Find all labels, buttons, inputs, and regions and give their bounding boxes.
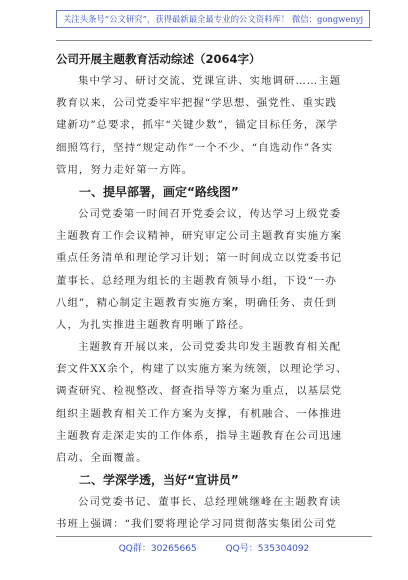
promo-banner: 关注头条号“公文研究”，获得最新最全最专业的公文资料库！ 微信：gongwenyj [56, 10, 370, 28]
section1-paragraph-1 [56, 203, 372, 336]
section-heading-2: 二、学深学透，当好“宣讲员” [79, 473, 239, 488]
paragraph-line: 人，为扎实推进主题教育明晰了路径。 [56, 318, 251, 331]
footer-contact [56, 541, 372, 554]
section2-paragraph-1 [56, 491, 372, 535]
paragraph-line: 集中学习、研讨交流、党课宣讲、实地调研……主题 [78, 75, 342, 87]
intro-paragraph [56, 70, 372, 181]
paragraph-line: 公司党委第一时间召开党委会议，传达学习上级党委 [78, 207, 342, 220]
paragraph-line: 调查研究、检视整改、督查指导等方案为重点，以基层党 [56, 385, 343, 398]
document-body [56, 50, 372, 536]
document-title: 公司开展主题教育活动综述（2064字） [56, 52, 261, 66]
qq-group-text: QQ群：30265665 [118, 544, 197, 554]
paragraph-line: 教育以来，公司党委牢牢把握“学思想、强党性、重实践 [56, 97, 337, 110]
section1-paragraph-2 [56, 336, 372, 469]
paragraph-line: 重点任务清单和理论学习计划；第一时间成立以党委书记 [56, 252, 343, 265]
paragraph-line: 书班上强调：“我们要将理论学习同贯彻落实集团公司党 [56, 518, 337, 531]
paragraph-line: 主题教育走深走实的工作体系，指导主题教育在公司迅速 [56, 429, 343, 442]
qq-number-text: QQ号：535304092 [225, 544, 310, 554]
paragraph-line: 主题教育开展以来，公司党委共印发主题教育相关配 [78, 341, 342, 354]
paragraph-line: 套文件XX余个，构建了以实施方案为统领，以理论学习、 [56, 363, 348, 376]
header-rule [56, 40, 372, 41]
paragraph-line: 公司党委书记、董事长、总经理姚继峰在主题教育读 [78, 496, 342, 509]
paragraph-line: 组织主题教育相关工作方案为支撑，有机融合、一体推进 [56, 407, 343, 420]
paragraph-line: 细照笃行，坚持“规定动作”一个不少、“自选动作”各实 [56, 141, 334, 154]
paragraph-line: 八组”，精心制定主题教育实施方案，明确任务、责任到 [56, 296, 337, 309]
paragraph-line: 启动、全面覆盖。 [56, 452, 148, 464]
paragraph-line: 管用，努力走好第一方阵。 [56, 163, 194, 176]
paragraph-line: 建新功”总要求，抓牢“关键少数”，锚定目标任务，深学 [56, 119, 339, 132]
paragraph-line: 董事长、总经理为组长的主题教育领导小组，下设“一办 [56, 274, 337, 287]
paragraph-line: 主题教育工作会议精神，研究审定公司主题教育实施方案 [56, 230, 343, 243]
footer-rule [56, 536, 372, 537]
section-heading-1: 一、提早部署，画定“路线图” [79, 184, 239, 199]
